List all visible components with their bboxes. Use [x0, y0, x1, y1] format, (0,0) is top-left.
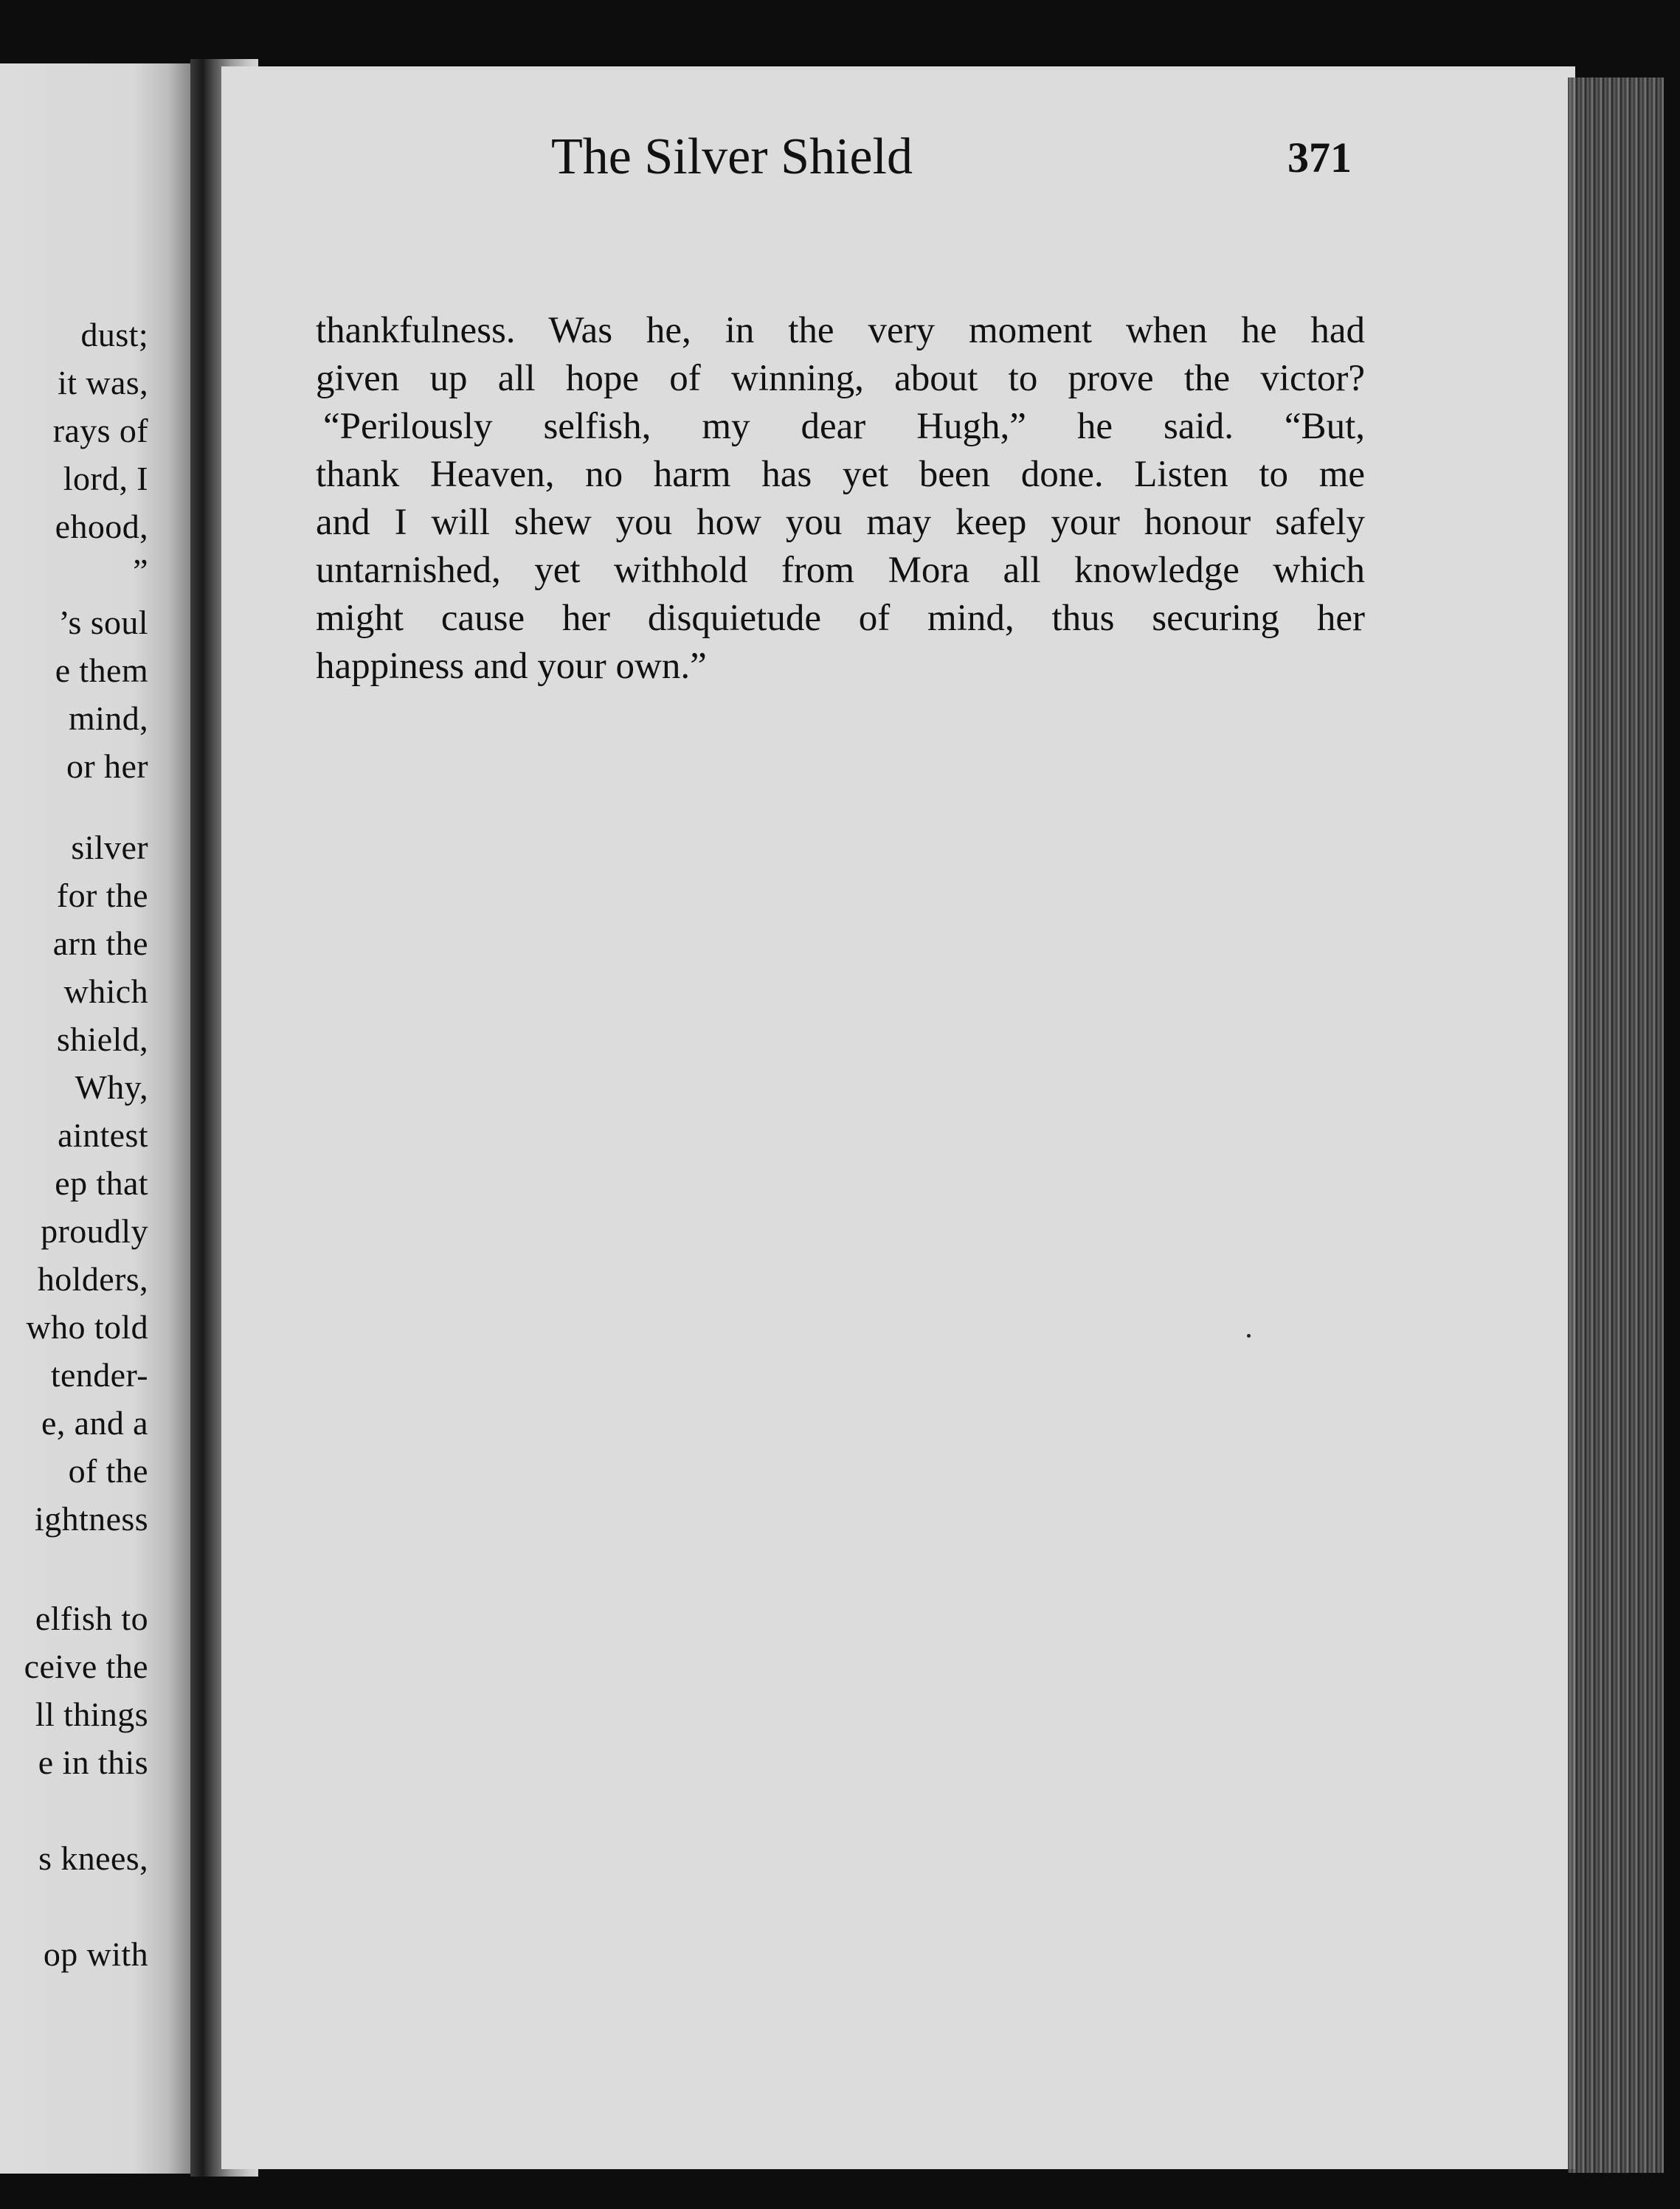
page-edges [1568, 77, 1664, 2173]
left-page-line: ” [133, 552, 148, 590]
body-text [316, 307, 1365, 691]
left-page-line: ightness [35, 1500, 148, 1538]
left-page-line: which [63, 972, 148, 1010]
left-page-line: of the [68, 1452, 148, 1490]
left-page-line: e in this [38, 1743, 148, 1781]
left-page-line: proudly [41, 1212, 148, 1250]
left-page-line: shield, [56, 1020, 148, 1058]
body-line: thank Heaven, no harm has yet been done. Listen to me [316, 454, 1365, 495]
left-page-line: rays of [52, 412, 148, 449]
left-page-line: op with [43, 1935, 148, 1973]
left-page-line: lord, I [63, 460, 148, 497]
page-number: 371 [1287, 134, 1352, 182]
left-page-line: ehood, [55, 508, 148, 545]
body-line: thankfulness. Was he, in the very moment when he had [316, 310, 1365, 351]
left-page-line: who told [26, 1308, 148, 1346]
left-page-line: s knees, [38, 1839, 148, 1877]
left-page-line: ’s soul [58, 604, 148, 641]
left-page-line: dust; [80, 316, 148, 353]
body-line: untarnished, yet withhold from Mora all knowledge which [316, 550, 1365, 591]
left-page-line: arn the [52, 924, 148, 962]
left-page-line: e, and a [41, 1404, 148, 1442]
body-line: given up all hope of winning, about to prove the victor? [316, 358, 1365, 399]
body-line: happiness and your own.” [316, 646, 707, 687]
page-speck [1247, 1334, 1251, 1338]
left-page-line: ll things [35, 1695, 148, 1733]
left-page-line: silver [71, 829, 148, 866]
left-page-line: or her [66, 747, 148, 785]
left-page [0, 63, 190, 2174]
left-page-line: ep that [55, 1164, 148, 1202]
left-page-line: aintest [58, 1116, 148, 1154]
left-page-line: mind, [68, 699, 148, 737]
left-page-line: Why, [75, 1068, 148, 1106]
left-page-line: it was, [58, 364, 148, 401]
left-page-line: e them [55, 651, 148, 689]
body-line: might cause her disquietude of mind, thus securing her [316, 598, 1365, 639]
running-head: The Silver Shield [551, 128, 913, 185]
body-line: “Perilously selfish, my dear Hugh,” he said. “But, [323, 406, 1365, 447]
left-page-line: holders, [37, 1260, 148, 1298]
left-page-line: tender- [50, 1356, 148, 1394]
left-page-line: for the [56, 877, 148, 914]
left-page-line: elfish to [35, 1600, 148, 1637]
body-line: and I will shew you how you may keep your honour safely [316, 502, 1365, 543]
left-page-line: ceive the [24, 1648, 148, 1685]
